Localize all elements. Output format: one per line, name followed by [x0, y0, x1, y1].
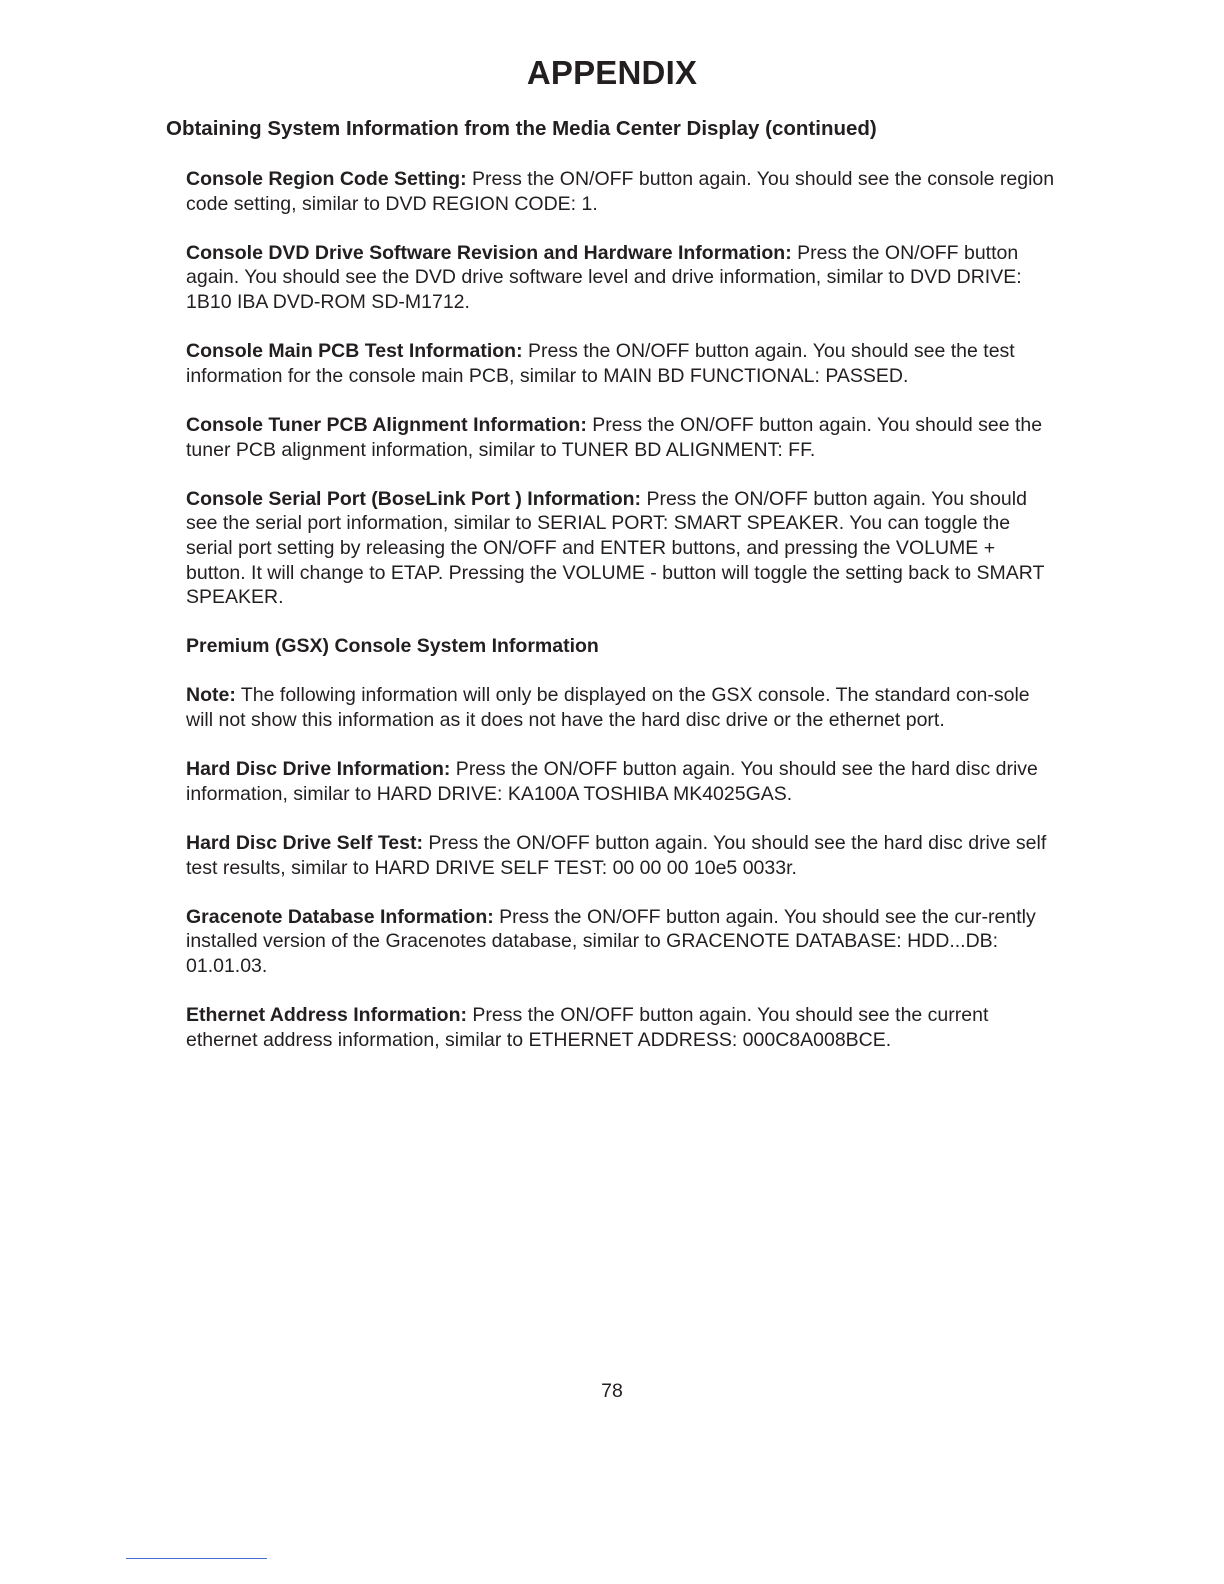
section-heading: Obtaining System Information from the Media Center Display (continued): [166, 117, 877, 140]
paragraph-label: Gracenote Database Information:: [186, 905, 494, 928]
paragraph-label: Console Main PCB Test Information:: [186, 340, 523, 363]
paragraph-tuner-pcb: [186, 413, 1058, 462]
paragraph-label: Hard Disc Drive Self Test:: [186, 832, 423, 855]
paragraph-label: Note:: [186, 684, 236, 707]
paragraph-dvd-drive: [186, 241, 1058, 315]
footer-rule: [126, 1558, 267, 1559]
paragraph-main-pcb: [186, 339, 1058, 388]
paragraph-label: Premium (GSX) Console System Information: [186, 635, 599, 658]
page-title: APPENDIX: [526, 54, 698, 91]
paragraph-note: [186, 683, 1058, 732]
paragraph-region-code: [186, 167, 1058, 216]
paragraph-text: Press the ON/OFF button again. You should see the hard disc drive information, similar to HARD DRIVE: KA100A TOSHIBA MK4025GAS.: [186, 758, 1038, 805]
paragraph-text: Press the ON/OFF button again. You should see the test information for the console main PCB, similar to MAIN BD FUNCTIONAL: PASSED.: [186, 340, 1015, 387]
paragraph-text: Press the ON/OFF button again. You should see the tuner PCB alignment information, similar to TUNER BD ALIGNMENT: FF.: [186, 413, 1043, 461]
paragraph-hard-disc-info: [186, 757, 1058, 806]
paragraph-text: Press the ON/OFF button again. You should see the cur-rently installed version of the Gracenotes database, similar to GRACENOTE DATABASE: HDD...DB: 01.01.03.: [186, 905, 1036, 977]
paragraph-serial-port: [186, 487, 1058, 610]
document-body: [186, 167, 1058, 1077]
paragraph-ethernet: [186, 1003, 1058, 1052]
paragraph-text: Press the ON/OFF button again. You should see the hard disc drive self test results, similar to HARD DRIVE SELF TEST: 00 00 00 10e5 0033r.: [186, 832, 1047, 879]
paragraph-text: Press the ON/OFF button again. You should see the DVD drive software level and drive information, similar to DVD DRIVE: 1B10 IBA DVD-ROM SD-M1712.: [186, 241, 1022, 313]
page-number: 78: [601, 1380, 623, 1402]
paragraph-text: Press the ON/OFF button again. You should see the current ethernet address information, similar to ETHERNET ADDRESS: 000C8A008BCE.: [186, 1004, 989, 1051]
paragraph-text: Press the ON/OFF button again. You should see the serial port information, similar to SERIAL PORT: SMART SPEAKER. You can toggle the serial port setting by releasing the ON/OFF and ENTER buttons, and pressing the VOLUME + button. It will change to ETAP. Pressing the VOLUME - button will toggle the setting back to SMART SPEAKER.: [186, 487, 1045, 609]
paragraph-label: Console Serial Port (BoseLink Port ) Information:: [186, 487, 642, 510]
paragraph-label: Ethernet Address Information:: [186, 1004, 467, 1027]
paragraph-gracenote: [186, 905, 1058, 979]
paragraph-label: Console Region Code Setting:: [186, 168, 467, 190]
paragraph-label: Hard Disc Drive Information:: [186, 758, 451, 781]
paragraph-label: Console Tuner PCB Alignment Information:: [186, 413, 587, 436]
paragraph-hard-disc-self-test: [186, 831, 1058, 880]
paragraph-text: Press the ON/OFF button again. You should see the console region code setting, similar to DVD REGION CODE: 1.: [186, 168, 1055, 215]
paragraph-label: Console DVD Drive Software Revision and Hardware Information:: [186, 241, 792, 264]
paragraph-text: The following information will only be displayed on the GSX console. The standard con-sole will not show this information as it does not have the hard disc drive or the ethernet port.: [186, 684, 1030, 732]
subheading-premium-gsx: [186, 634, 1058, 659]
